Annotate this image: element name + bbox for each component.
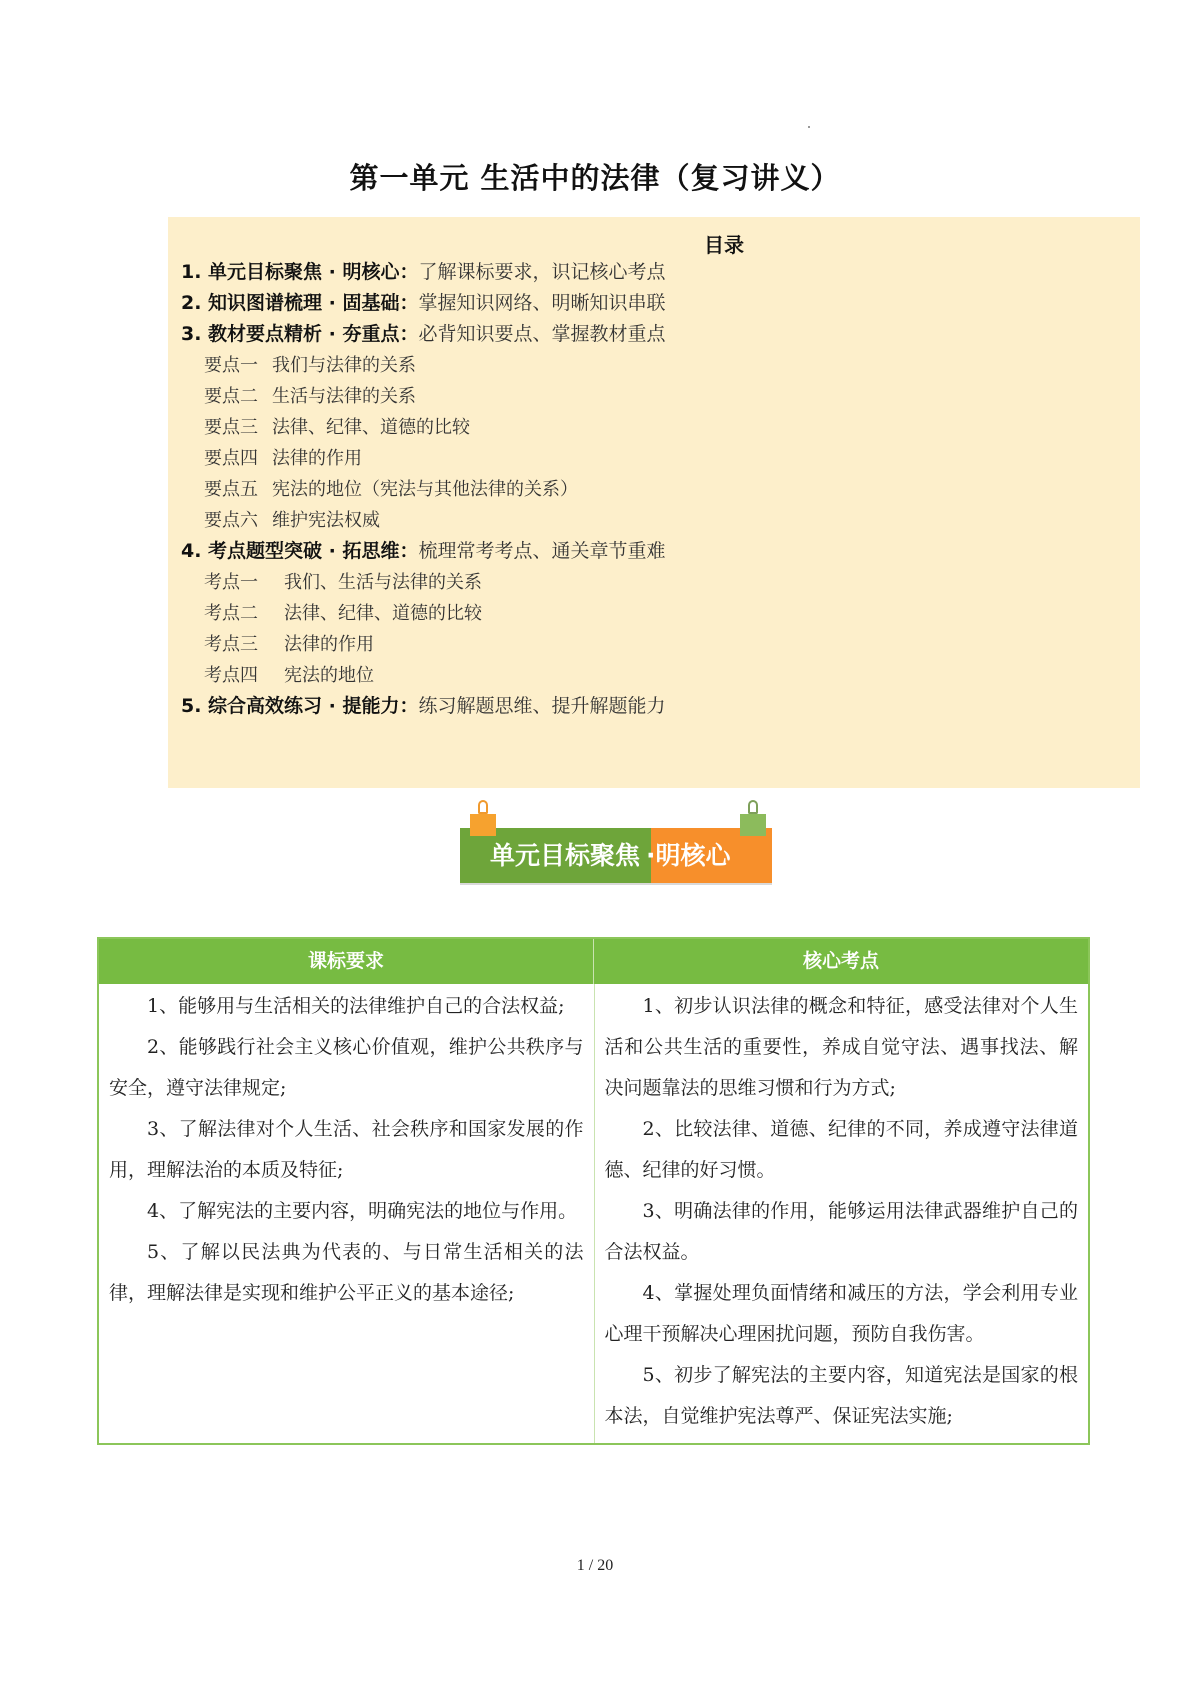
toc-section-4[interactable] (181, 536, 666, 567)
exam-point-label: 考点二 (204, 603, 258, 624)
toc-key-point-5[interactable] (181, 474, 666, 505)
requirement-item: 4、了解宪法的主要内容，明确宪法的地位与作用。 (147, 1200, 578, 1222)
exam-point-label: 考点一 (204, 572, 258, 593)
toc-section-5[interactable] (181, 691, 666, 722)
key-point-label: 要点二 (204, 386, 258, 407)
toc-section-label: 4. 考点题型突破 · 拓思维： (181, 540, 419, 562)
exam-point-label: 考点三 (204, 634, 258, 655)
column-header-curriculum: 课标要求 (307, 950, 384, 972)
requirement-item: 5、了解以民法典为代表的、与日常生活相关的法律，理解法律是实现和维护公平正义的基本途径; (109, 1241, 584, 1304)
table-body-row (99, 984, 1088, 1443)
toc-section-desc: 必背知识要点、掌握教材重点 (418, 323, 666, 345)
binder-clip-icon (738, 800, 774, 840)
requirement-item: 1、能够用与生活相关的法律维护自己的合法权益; (147, 995, 565, 1017)
key-point-label: 要点六 (204, 510, 258, 531)
key-point-text: 我们与法律的关系 (272, 355, 416, 376)
table-of-contents (168, 217, 1140, 788)
toc-heading: 目录 (704, 233, 744, 257)
key-point-text: 生活与法律的关系 (272, 386, 416, 407)
core-point-item: 1、初步认识法律的概念和特征，感受法律对个人生活和公共生活的重要性，养成自觉守法、遇事找法、解决问题靠法的思维习惯和行为方式; (604, 995, 1078, 1099)
toc-key-point-1[interactable] (181, 350, 666, 381)
page-title: 第一单元 生活中的法律（复习讲义） (349, 161, 841, 195)
toc-key-point-6[interactable] (181, 505, 666, 536)
toc-section-2[interactable] (181, 288, 666, 319)
exam-point-text: 我们、生活与法律的关系 (284, 572, 482, 593)
exam-point-text: 法律的作用 (284, 634, 374, 655)
toc-section-desc: 掌握知识网络、明晰知识串联 (418, 292, 666, 314)
toc-section-label: 1. 单元目标聚焦 · 明核心： (181, 261, 419, 283)
toc-section-1[interactable] (181, 257, 666, 288)
key-point-label: 要点五 (204, 479, 258, 500)
toc-key-point-4[interactable] (181, 443, 666, 474)
column-header-core-points: 核心考点 (593, 939, 1088, 984)
toc-key-point-2[interactable] (181, 381, 666, 412)
toc-key-point-3[interactable] (181, 412, 666, 443)
toc-section-label: 5. 综合高效练习 · 提能力： (181, 695, 419, 717)
exam-point-text: 法律、纪律、道德的比较 (284, 603, 482, 624)
toc-exam-point-4[interactable] (181, 660, 666, 691)
core-point-item: 3、明确法律的作用，能够运用法律武器维护自己的合法权益。 (604, 1200, 1078, 1263)
requirement-item: 2、能够践行社会主义核心价值观，维护公共秩序与安全，遵守法律规定; (109, 1036, 584, 1099)
toc-section-label: 3. 教材要点精析 · 夯重点： (181, 323, 419, 345)
key-point-text: 维护宪法权威 (272, 510, 380, 531)
page-number: 1 / 20 (576, 1557, 614, 1574)
toc-exam-point-1[interactable] (181, 567, 666, 598)
banner-title (490, 828, 731, 883)
section-banner (460, 800, 772, 886)
stray-mark (808, 126, 810, 128)
curriculum-requirements-cell (99, 984, 594, 1443)
key-point-text: 宪法的地位（宪法与其他法律的关系） (272, 479, 578, 500)
table-header-row (99, 939, 1088, 984)
exam-point-text: 宪法的地位 (284, 665, 374, 686)
toc-section-desc: 练习解题思维、提升解题能力 (418, 695, 666, 717)
core-point-item: 5、初步了解宪法的主要内容，知道宪法是国家的根本法，自觉维护宪法尊严、保证宪法实施; (604, 1364, 1078, 1427)
toc-section-label: 2. 知识图谱梳理 · 固基础： (181, 292, 419, 314)
objectives-table (97, 937, 1090, 1445)
toc-list (181, 257, 666, 722)
toc-section-3[interactable] (181, 319, 666, 350)
toc-exam-point-3[interactable] (181, 629, 666, 660)
toc-section-desc: 梳理常考考点、通关章节重难 (418, 540, 666, 562)
key-point-text: 法律、纪律、道德的比较 (272, 417, 470, 438)
toc-exam-point-2[interactable] (181, 598, 666, 629)
toc-section-desc: 了解课标要求，识记核心考点 (418, 261, 666, 283)
key-point-text: 法律的作用 (272, 448, 362, 469)
core-point-item: 4、掌握处理负面情绪和减压的方法，学会利用专业心理干预解决心理困扰问题，预防自我伤害。 (604, 1282, 1078, 1345)
exam-point-label: 考点四 (204, 665, 258, 686)
key-point-label: 要点三 (204, 417, 258, 438)
banner-title-sub: ·明核心 (646, 841, 731, 870)
key-point-label: 要点一 (204, 355, 258, 376)
key-point-label: 要点四 (204, 448, 258, 469)
banner-shadow (460, 883, 772, 885)
requirement-item: 3、了解法律对个人生活、社会秩序和国家发展的作用，理解法治的本质及特征; (109, 1118, 584, 1181)
banner-title-main: 单元目标聚焦 (490, 841, 641, 870)
core-points-cell (594, 984, 1089, 1443)
core-point-item: 2、比较法律、道德、纪律的不同，养成遵守法律道德、纪律的好习惯。 (604, 1118, 1078, 1181)
